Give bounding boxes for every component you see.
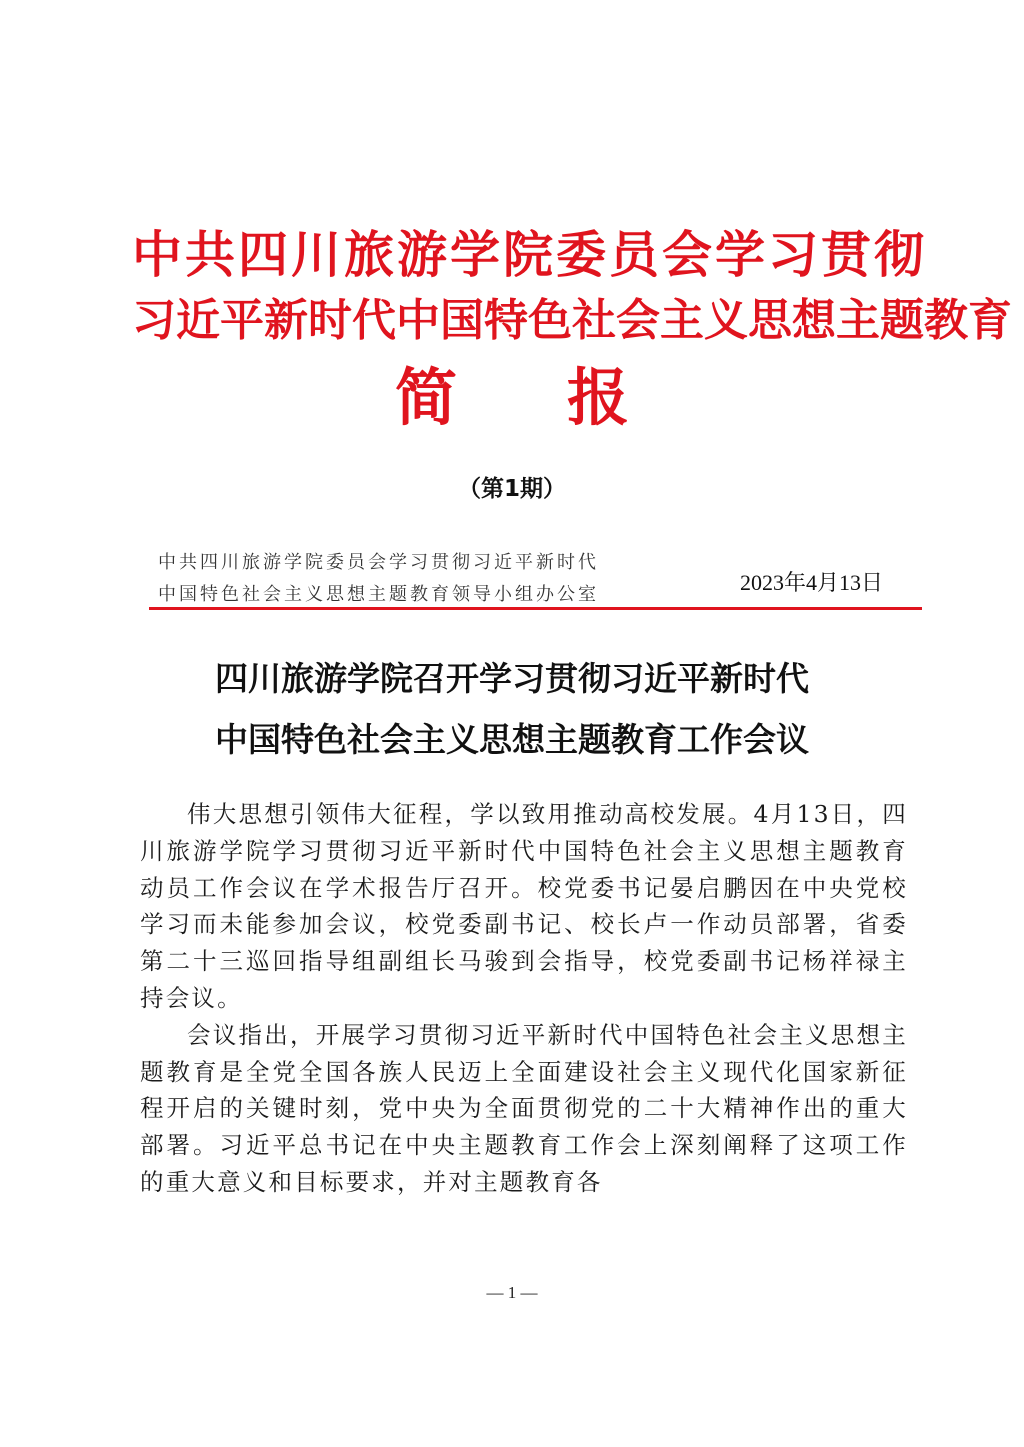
issuer-line-1: 中共四川旅游学院委员会学习贯彻习近平新时代 (158, 552, 599, 573)
article-headline-line-2: 中国特色社会主义思想主题教育工作会议 (215, 720, 809, 759)
page-number: — 1 — (486, 1283, 538, 1302)
red-divider-rule (149, 607, 922, 610)
article-headline-line-1: 四川旅游学院召开学习贯彻习近平新时代 (215, 659, 809, 698)
masthead-bulletin-label: 简报 (394, 361, 739, 434)
masthead-title-line-2: 习近平新时代中国特色社会主义思想主题教育 (132, 295, 1012, 346)
issue-number: （第1期） (457, 476, 566, 502)
body-paragraph: 伟大思想引领伟大征程，学以致用推动高校发展。4月13日，四川旅游学院学习贯彻习近平新时代中国特色社会主义思想主题教育动员工作会议在学术报告厅召开。校党委书记晏启鹏因在中央党校学习而未能参加会议，校党委副书记、校长卢一作动员部署，省委第二十三巡回指导组副组长马骏到会指导，校党委副书记杨祥禄主持会议。 (140, 800, 908, 1012)
issue-date: 2023年4月13日 (740, 570, 884, 595)
issuer-line-2: 中国特色社会主义思想主题教育领导小组办公室 (158, 584, 599, 605)
body-paragraph: 会议指出，开展学习贯彻习近平新时代中国特色社会主义思想主题教育是全党全国各族人民迈上全面建设社会主义现代化国家新征程开启的关键时刻，党中央为全面贯彻党的二十大精神作出的重大部署。习近平总书记在中央主题教育工作会上深刻阐释了这项工作的重大意义和目标要求，并对主题教育各 (140, 1020, 908, 1196)
article-body (140, 796, 908, 1201)
masthead-title-line-1: 中共四川旅游学院委员会学习贯彻 (132, 226, 927, 284)
